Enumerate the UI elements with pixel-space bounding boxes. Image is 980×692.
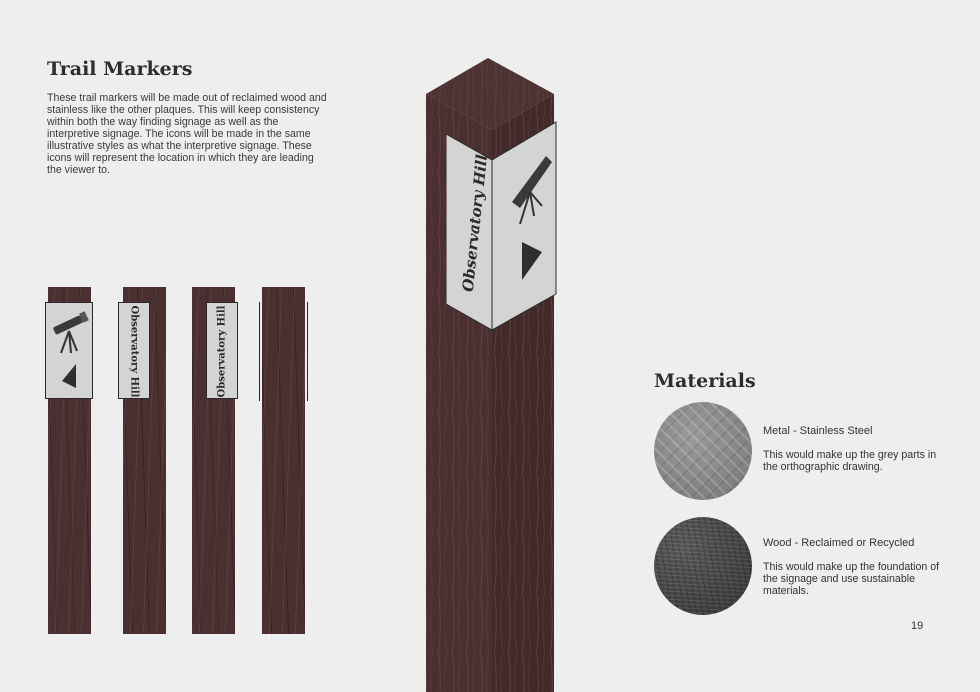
perspective-post-illustration xyxy=(422,56,562,692)
metal-swatch xyxy=(654,402,752,500)
material-description: This would make up the grey parts in the orthographic drawing. xyxy=(763,449,937,473)
wood-swatch xyxy=(654,517,752,615)
label-plaque xyxy=(118,302,150,399)
perspective-sign-label: Observatory Hill xyxy=(458,153,492,293)
sign-label-text: Observatory Hill xyxy=(216,305,228,398)
material-description: This would make up the foundation of the signage and use sustainable materials. xyxy=(763,561,940,597)
icon-plaque xyxy=(45,302,93,399)
page-number: 19 xyxy=(911,620,924,632)
material-name: Metal - Stainless Steel xyxy=(763,425,873,437)
label-plaque xyxy=(206,302,238,399)
intro-paragraph: These trail markers will be made out of reclaimed wood and stainless like the other plaques. This will keep consistency within both the way finding signage as well as the interpretive signage. The icons will be made in the same illustrative styles as what the interpretive signage. These icons will represent the location in which they are leading the viewer to. xyxy=(47,92,327,176)
sign-label-text: Observatory Hill xyxy=(128,305,140,398)
telescope-icon xyxy=(47,309,91,357)
page-title: Trail Markers xyxy=(47,58,193,80)
materials-heading: Materials xyxy=(654,370,756,392)
plaque-edge xyxy=(259,302,308,401)
material-name: Wood - Reclaimed or Recycled xyxy=(763,537,915,549)
direction-arrow-icon xyxy=(60,363,80,389)
